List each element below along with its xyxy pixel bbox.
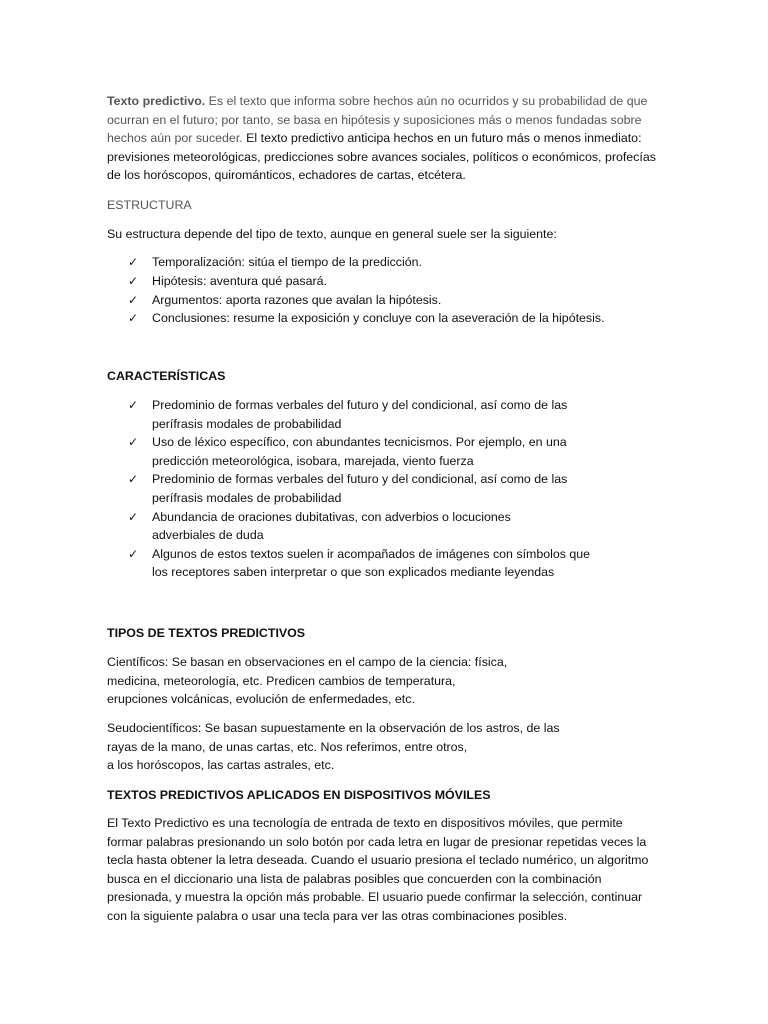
moviles-heading: TEXTOS PREDICTIVOS APLICADOS EN DISPOSITIVOS MÓVILES	[107, 788, 491, 802]
list-item: ✓ Uso de léxico específico, con abundantes tecnicismos. Por ejemplo, en una predicción meteorológica, isobara, marejada, viento fuerza	[128, 435, 567, 468]
check-icon: ✓	[128, 255, 139, 269]
moviles-paragraph: El Texto Predictivo es una tecnología de entrada de texto en dispositivos móviles, que permite formar palabras presionando un solo botón por cada letra en lugar de presionar repetidas veces la tecla hasta obtener la letra deseada. Cuando el usuario presiona el teclado numérico, un algoritmo busca en el diccionario una lista de palabras posibles que concuerden con la combinación presionada, y muestra la opción más probable. El usuario puede confirmar la selección, continuar con la siguiente palabra o usar una tecla para ver las otras combinaciones posibles.	[107, 816, 649, 923]
caracteristicas-list	[128, 396, 648, 582]
check-icon: ✓	[128, 398, 139, 412]
list-item: ✓ Abundancia de oraciones dubitativas, con adverbios o locuciones adverbiales de duda	[128, 509, 511, 543]
list-item: ✓ Hipótesis: aventura qué pasará.	[128, 272, 648, 291]
list-item: ✓ Conclusiones: resume la exposición y concluye con la aseveración de la hipótesis.	[128, 309, 648, 328]
intro-line-3: hechos aún por suceder. El texto predictivo anticipa hechos en un futuro más o menos inmediato:	[107, 131, 642, 145]
cientificos-paragraph: Científicos: Se basan en observaciones en el campo de la ciencia: física, medicina, meteorología, etc. Predicen cambios de temperatura, erupciones volcánicas, evolución de enfermedades, etc.	[107, 655, 508, 706]
intro-paragraph	[107, 92, 667, 185]
estructura-heading: ESTRUCTURA	[107, 198, 192, 212]
check-icon: ✓	[128, 311, 139, 326]
intro-line-4: previsiones meteorológicas, predicciones sobre avances sociales, políticos o económicos, profecías	[107, 149, 656, 164]
check-icon: ✓	[128, 472, 139, 487]
list-item: ✓ Predominio de formas verbales del futuro y del condicional, así como de las perífrasis modales de probabilidad	[128, 398, 568, 431]
check-icon: ✓	[128, 273, 139, 288]
caracteristicas-heading: CARACTERÍSTICAS	[107, 369, 226, 383]
intro-line-2: ocurran en el futuro; por tanto, se basa en hipótesis y suposiciones más o menos fundadas sobre	[107, 112, 642, 127]
intro-line-1: Texto predictivo. Es el texto que informa sobre hechos aún no ocurridos y su probabilidad de que	[107, 94, 648, 108]
intro-lead: Texto predictivo.	[107, 94, 206, 108]
tipos-heading: TIPOS DE TEXTOS PREDICTIVOS	[107, 626, 306, 640]
check-icon: ✓	[128, 435, 139, 450]
list-item: ✓ Temporalización: sitúa el tiempo de la predicción.	[128, 253, 648, 272]
check-icon: ✓	[128, 546, 139, 561]
list-item: ✓ Predominio de formas verbales del futuro y del condicional, así como de las perífrasis modales de probabilidad	[128, 472, 568, 505]
estructura-intro: Su estructura depende del tipo de texto, aunque en general suele ser la siguiente:	[107, 227, 557, 241]
check-icon: ✓	[128, 292, 139, 307]
check-icon: ✓	[128, 509, 139, 524]
seudocientificos-paragraph: Seudocientíficos: Se basan supuestamente en la observación de los astros, de las rayas de la mano, de unas cartas, etc. Nos referimos, entre otros, a los horóscopos, las cartas astrales, etc.	[107, 721, 560, 772]
estructura-list	[128, 253, 648, 328]
intro-line-5: de los horóscopos, quirománticos, echadores de cartas, etcétera.	[107, 168, 466, 182]
list-item: ✓ Algunos de estos textos suelen ir acompañados de imágenes con símbolos que los receptores saben interpretar o que son explicados mediante leyendas	[128, 546, 591, 580]
list-item: ✓ Argumentos: aporta razones que avalan la hipótesis.	[128, 291, 648, 310]
